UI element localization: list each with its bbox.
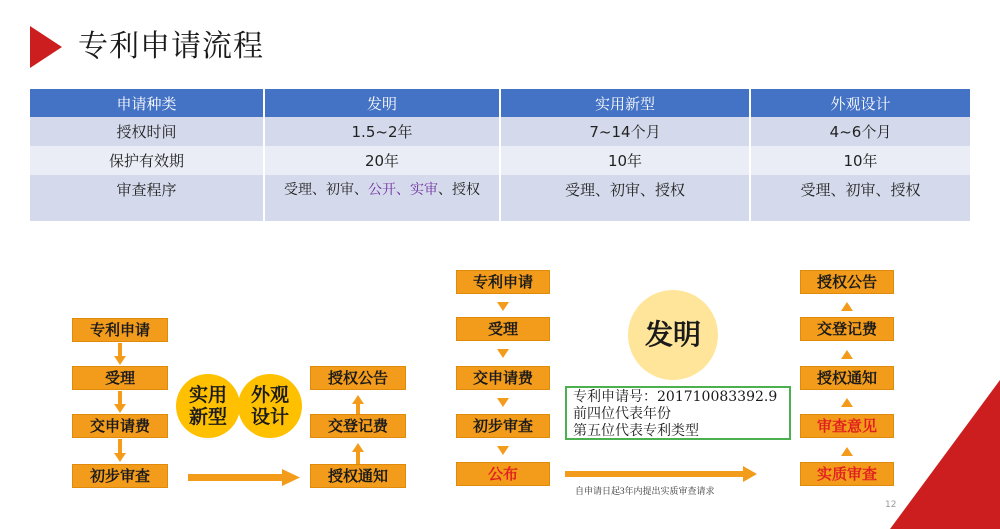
flow-step-prelim: 初步审查: [72, 464, 168, 488]
table-cell: 10年: [500, 146, 750, 175]
design-circle: [238, 374, 302, 438]
result-grant-notice: 授权通知: [310, 464, 406, 488]
table-cell: 10年: [750, 146, 970, 175]
table-row: [30, 146, 970, 175]
comparison-table: [30, 89, 970, 221]
arrow-up-icon: [352, 395, 364, 404]
note-line: 专利申请号：201710083392.9: [573, 389, 778, 405]
result-grant-announce: 授权公告: [800, 270, 894, 294]
application-number-note: [565, 386, 791, 440]
arrow-down-icon: [114, 453, 126, 462]
arrow-stem: [118, 391, 122, 404]
page-title: 专利申请流程: [78, 29, 264, 64]
arrow-down-icon: [497, 446, 509, 455]
table-header-cell: 申请种类: [30, 89, 264, 117]
table-cell: 1.5~2年: [264, 117, 500, 146]
flow-step-accept: 受理: [72, 366, 168, 390]
flow-step-publish: 公布: [456, 462, 550, 486]
note-line: 第五位代表专利类型: [573, 423, 699, 439]
flow-step-fee: 交申请费: [456, 366, 550, 390]
circle-text: 实用: [188, 384, 227, 406]
note-line: 前四位代表年份: [573, 406, 671, 422]
result-exam-opinion: 审查意见: [800, 414, 894, 438]
table-header-cell: 实用新型: [500, 89, 750, 117]
utility-model-circle: [176, 374, 240, 438]
flow-step-prelim: 初步审查: [456, 414, 550, 438]
circle-text: 设计: [250, 406, 289, 428]
invention-circle: 发明: [628, 290, 718, 380]
circle-text: 外观: [250, 384, 289, 406]
arrow-up-icon: [841, 447, 853, 456]
arrow-down-icon: [114, 356, 126, 365]
table-row-label: 保护有效期: [30, 146, 264, 175]
arrow-up-icon: [352, 443, 364, 452]
table-row-label: 授权时间: [30, 117, 264, 146]
arrow-down-icon: [114, 404, 126, 413]
circle-text: 新型: [188, 406, 227, 428]
table-cell: 20年: [264, 146, 500, 175]
arrow-stem: [118, 439, 122, 453]
result-substantive-exam: 实质审查: [800, 462, 894, 486]
long-right-arrow-icon: [565, 466, 757, 482]
table-header-cell: 外观设计: [750, 89, 970, 117]
table-cell: 受理、初审、授权: [750, 175, 970, 221]
arrow-stem: [118, 343, 122, 356]
flow-step-apply: 专利申请: [72, 318, 168, 342]
arrow-down-icon: [497, 398, 509, 407]
arrow-stem: [356, 404, 360, 414]
arrow-down-icon: [497, 302, 509, 311]
page-number: 12: [885, 500, 897, 510]
result-registration-fee: 交登记费: [310, 414, 406, 438]
arrow-down-icon: [497, 349, 509, 358]
table-cell: 受理、初审、授权: [500, 175, 750, 221]
right-arrow-icon: [188, 468, 300, 488]
table-row: [30, 117, 970, 146]
title-marker-icon: [30, 26, 62, 68]
substantive-exam-caption: 自申请日起3年内提出实质审查请求: [575, 486, 715, 496]
table-row-label: 审查程序: [30, 175, 264, 221]
arrow-stem: [356, 452, 360, 464]
procedure-part: 、授权: [438, 182, 480, 198]
table-header-cell: 发明: [264, 89, 500, 117]
table-header-row: [30, 89, 970, 117]
result-grant-announce: 授权公告: [310, 366, 406, 390]
table-cell: 7~14个月: [500, 117, 750, 146]
arrow-up-icon: [841, 398, 853, 407]
corner-decoration: [860, 380, 1000, 529]
result-grant-notice: 授权通知: [800, 366, 894, 390]
procedure-part: 受理、初审、: [284, 182, 368, 198]
result-registration-fee: 交登记费: [800, 317, 894, 341]
table-cell: 4~6个月: [750, 117, 970, 146]
flow-step-apply: 专利申请: [456, 270, 550, 294]
flow-step-accept: 受理: [456, 317, 550, 341]
flow-step-fee: 交申请费: [72, 414, 168, 438]
arrow-up-icon: [841, 350, 853, 359]
table-row: [30, 175, 970, 221]
arrow-up-icon: [841, 302, 853, 311]
procedure-part-highlight: 公开、实审: [368, 182, 438, 198]
table-cell: [264, 175, 500, 221]
